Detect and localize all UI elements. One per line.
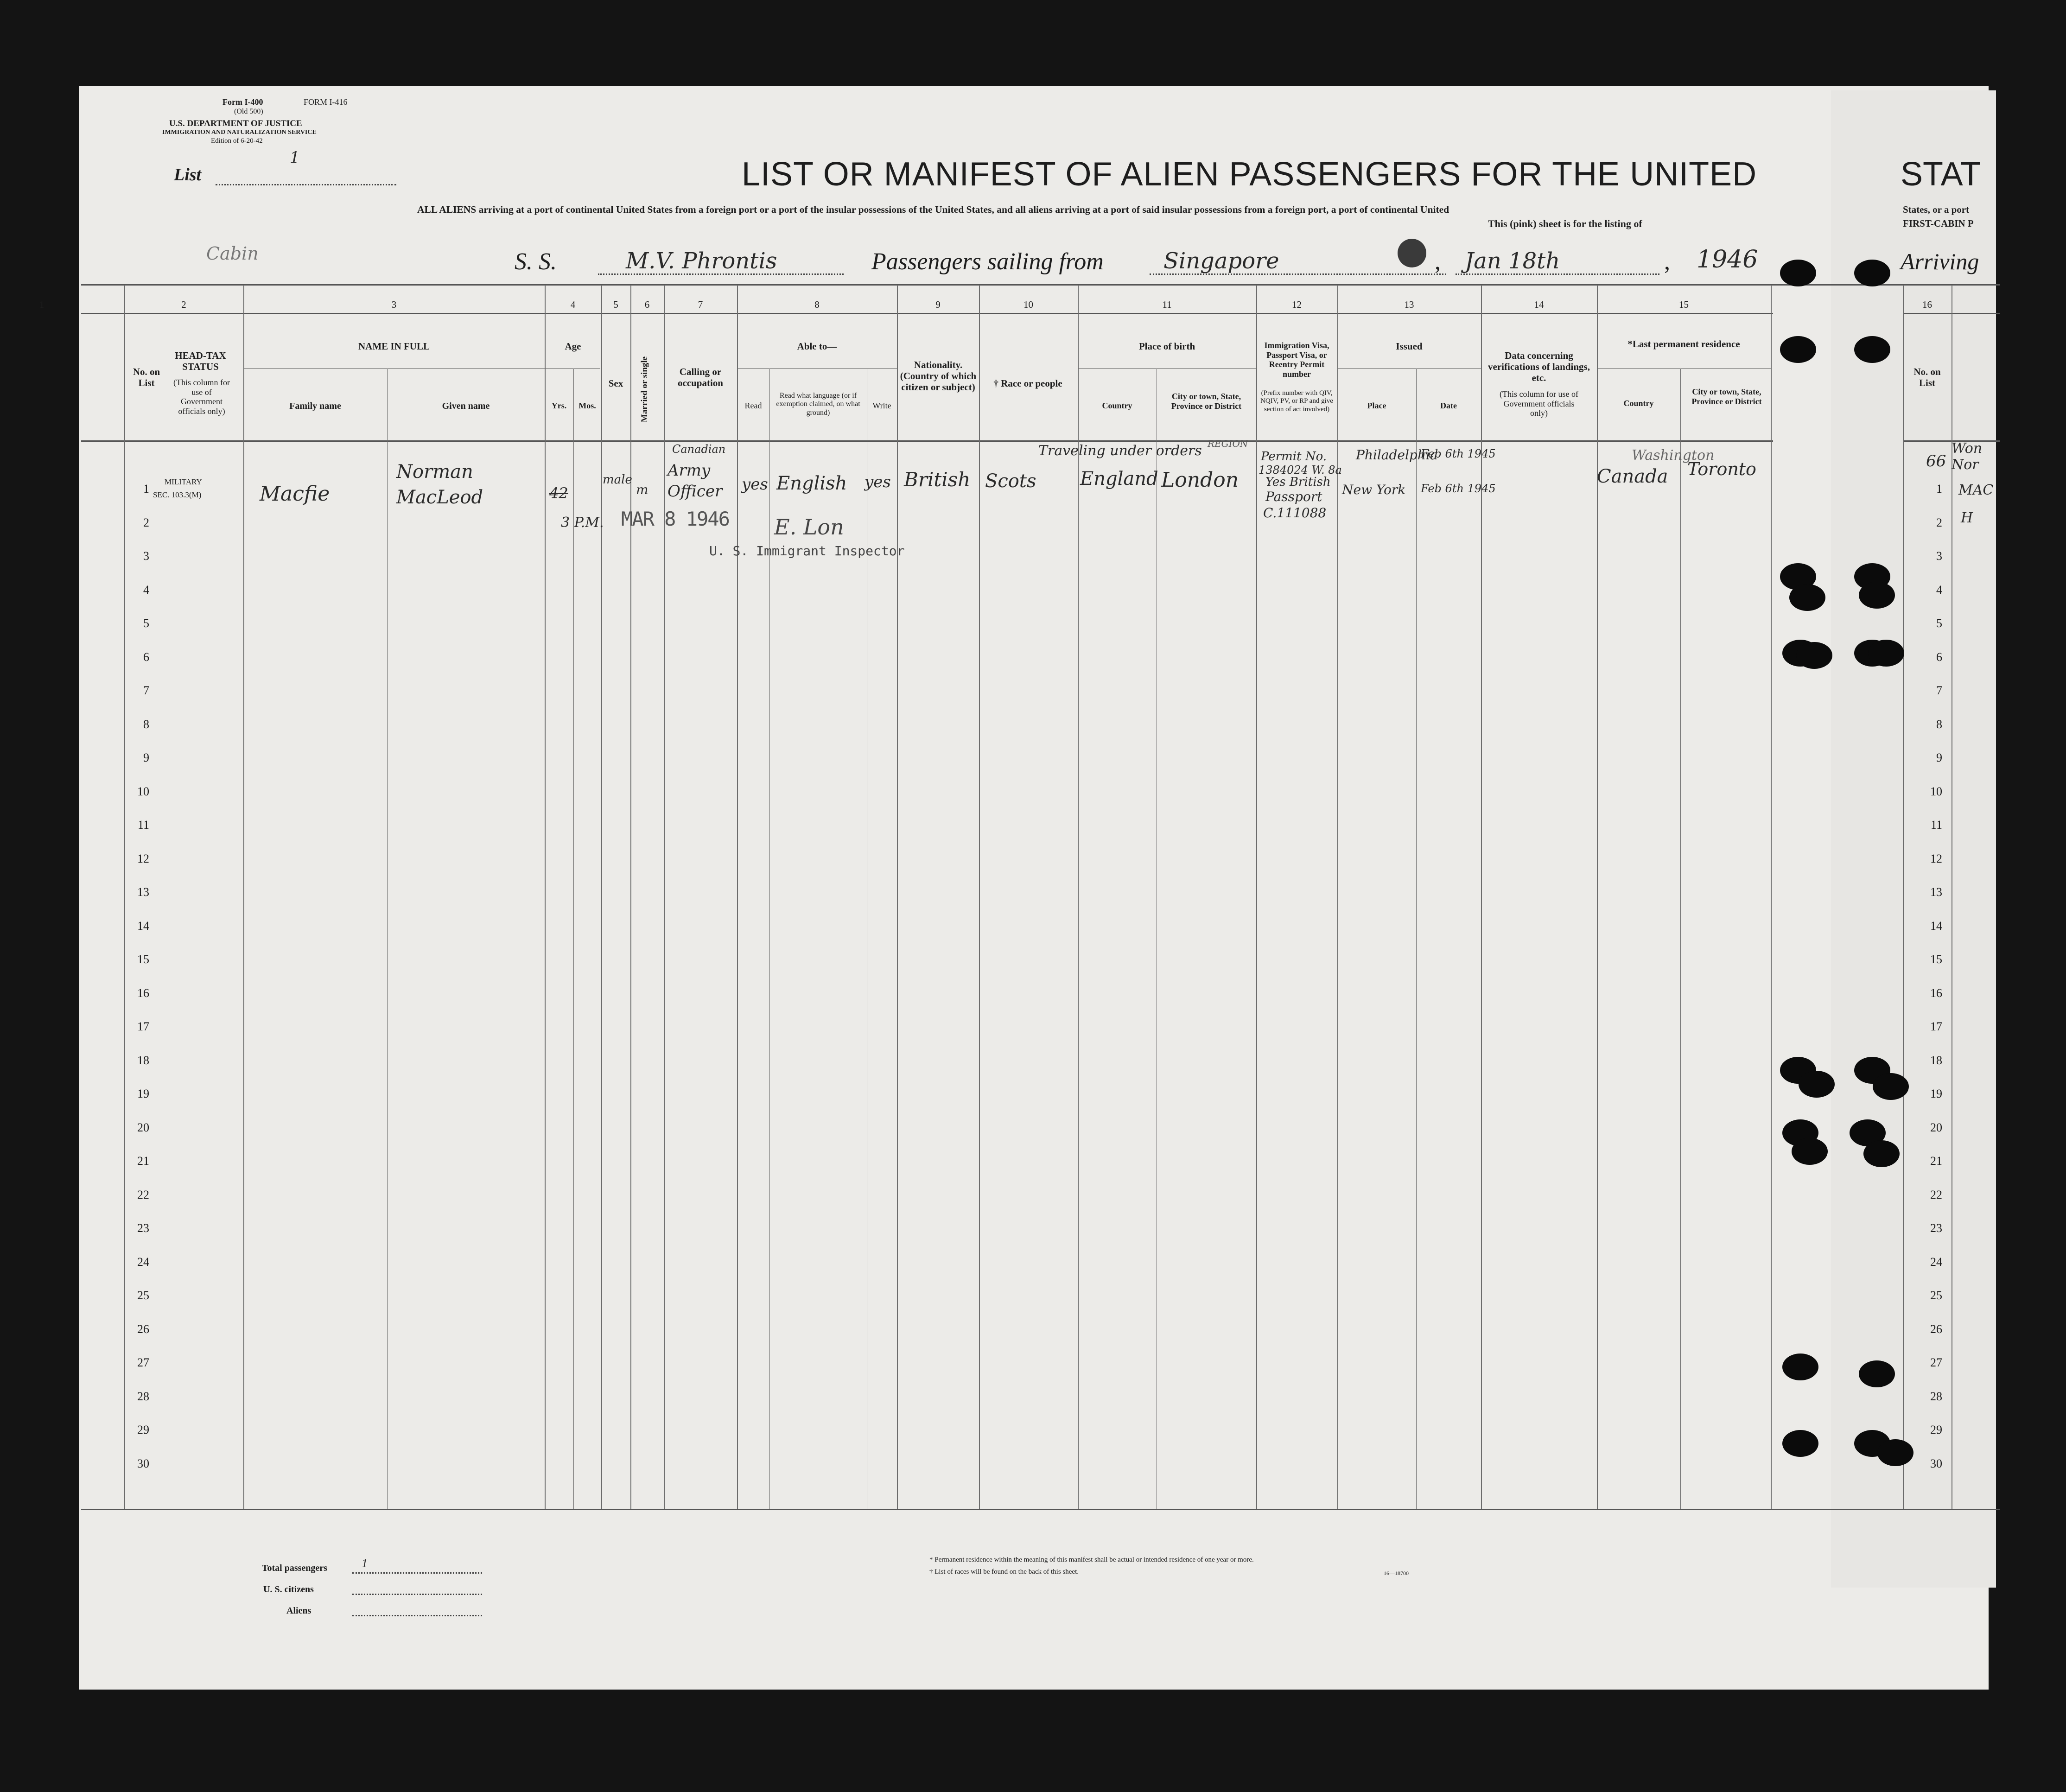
colnum-9: 9 [935,299,941,310]
aliens-field [352,1615,482,1616]
manifest-title: LIST OR MANIFEST OF ALIEN PASSENGERS FOR THE UNITED [742,156,1757,193]
header-write: Write [872,401,891,410]
row-number: 12 [137,852,149,865]
row-number: 15 [137,953,149,966]
form-edition: Edition of 6-20-42 [211,137,263,145]
nationality-value: British [904,468,971,491]
punch-hole [1877,1439,1913,1466]
row-number-right: 29 [1930,1423,1942,1436]
colnum-14: 14 [1534,299,1544,310]
department-name: U.S. DEPARTMENT OF JUSTICE [169,119,302,128]
inspector-signature: E. Lon [774,515,844,540]
inspection-stamp-date: MAR 8 1946 [621,508,729,530]
header-yrs: Yrs. [551,401,567,410]
row-number-right: 21 [1930,1154,1942,1168]
row-number-right: 16 [1930,986,1942,1000]
row-number-right: 4 [1936,583,1942,597]
col-divider-11 [1256,285,1257,1509]
header-res-country: Country [1623,399,1654,408]
header-age: Age [565,341,581,352]
ink-blot [1398,239,1426,267]
footnote-code: 16—18700 [1384,1570,1409,1576]
head-tax-military: MILITARY [165,477,202,486]
inspection-time: 3 P.M. [561,515,604,531]
header-calling: Calling or occupation [677,366,723,389]
punch-hole [1792,1138,1828,1165]
row-number-right: 12 [1930,852,1942,865]
us-citizens-label: U. S. citizens [263,1584,314,1595]
row-number-right: 18 [1930,1053,1942,1067]
header-read: Read [744,401,762,410]
row-number-right: 20 [1930,1120,1942,1134]
inspector-title: U. S. Immigrant Inspector [709,543,905,559]
footnote-residence: * Permanent residence within the meaning of this manifest shall be actual or intended residence of one year or more. [929,1556,1254,1563]
residence-note-value: Washington [1632,447,1715,464]
table-top-border [81,284,2000,286]
col-divider-15 [1771,285,1772,1509]
row-number-right: 2 [1936,515,1942,529]
issued-date-value-1: Feb 6th 1945 [1421,447,1496,460]
header-name-in-full: NAME IN FULL [358,341,430,352]
colnum-16: 16 [1922,299,1932,310]
row-number-right: 24 [1930,1255,1942,1269]
language-value: English [776,473,847,494]
given-name-value-2: MacLeod [396,487,483,508]
header-birth-country: Country [1102,401,1132,410]
col-divider-10 [1078,285,1079,1509]
departure-date: Jan 18th [1465,248,1560,274]
cabin-note: Cabin [206,243,259,264]
row-number: 19 [137,1087,149,1100]
row-number-right: 22 [1930,1188,1942,1201]
colnum-12: 12 [1292,299,1302,310]
punch-hole [1780,260,1816,286]
header-data-concerning: Data concerning verifications of landings, etc. [1488,350,1590,384]
row-number: 10 [137,784,149,798]
header-birth-city: City or town, State, Province or District [1171,392,1242,411]
col-divider-4 [601,285,602,1509]
row-number: 18 [137,1053,149,1067]
manifest-title-continued: STAT [1901,156,1981,193]
manifest-subtitle: ALL ALIENS arriving at a port of continental United States from a foreign port or a port of the insular possessions of the United States, and all aliens arriving at a port of said insular possessions from a foreign port, a port of continental United [417,204,1449,215]
row-number-right: 11 [1930,818,1942,832]
row-number: 30 [137,1456,149,1470]
header-issued-date: Date [1440,401,1457,410]
colnum-4: 4 [570,299,576,310]
visa-value-3: Yes British [1265,475,1331,489]
row-number: 7 [143,684,149,697]
header-visa-note: (Prefix number with QIV, NQIV, PV, or RP and give section of act involved) [1260,389,1333,413]
header-last-residence: *Last permanent residence [1627,338,1740,350]
row-number-right: 28 [1930,1389,1942,1403]
colnum-10: 10 [1023,299,1033,310]
visa-value-5: C.111088 [1263,505,1327,521]
right-col-divider-1 [1903,285,1904,1509]
punch-hole [1854,260,1890,286]
header-given-name: Given name [442,401,490,411]
header-race: † Race or people [993,378,1062,389]
header-place-of-birth: Place of birth [1138,341,1195,352]
punch-hole [1863,1140,1900,1167]
residence-country-value: Canada [1597,466,1668,487]
header-family-name: Family name [289,401,341,411]
right-entry-2: Won [1952,440,1983,457]
row-number-right: 6 [1936,650,1942,664]
right-entry-4: MAC [1958,482,1994,498]
col-divider-6 [664,285,665,1509]
age-value: 42 [549,484,568,502]
row-number-right: 17 [1930,1020,1942,1033]
row-number-right: 25 [1930,1289,1942,1302]
punch-hole [1780,336,1816,363]
col-divider-15a [1680,369,1681,1509]
table-bottom-border [81,1509,2000,1510]
header-able-to: Able to— [797,341,837,352]
punch-hole [1796,642,1832,669]
punch-hole [1873,1073,1909,1100]
issued-date-value-2: Feb 6th 1945 [1421,482,1496,495]
punch-hole [1859,582,1895,609]
row-number: 16 [137,986,149,1000]
comma-2: , [1664,248,1670,275]
col-divider-13a [1416,369,1417,1509]
row-number: 5 [143,616,149,630]
header-read-language: Read what language (or if exemption claimed, on what ground) [776,392,860,417]
row-number: 8 [143,717,149,731]
row-number-right: 9 [1936,751,1942,764]
row-number-right: 3 [1936,549,1942,563]
form-old-ref: (Old 500) [234,108,263,115]
colnum-7: 7 [698,299,703,310]
colnum-5: 5 [613,299,618,310]
total-passengers-value: 1 [362,1558,368,1570]
right-entry-5: H [1961,510,1973,526]
header-sex: Sex [608,378,623,389]
header-mos: Mos. [578,401,596,410]
header-data-note: (This column for use of Government officials only) [1500,389,1578,418]
row-number-right: 10 [1930,784,1942,798]
punch-hole [1789,584,1825,611]
col-divider-3 [545,285,546,1509]
departure-port: Singapore [1163,248,1279,274]
row-number: 17 [137,1020,149,1033]
head-tax-section: SEC. 103.3(M) [153,490,202,499]
right-entry-1: 66 [1926,452,1946,470]
right-entry-3: Nor [1952,457,1979,473]
occupation-value-3: Officer [667,482,723,501]
write-value: yes [865,473,891,491]
punch-hole [1854,336,1890,363]
arriving-label: Arriving [1901,248,1979,274]
birth-city-value: London [1161,468,1239,492]
row-number: 20 [137,1120,149,1134]
row-number: 11 [137,818,149,832]
row-number-right: 30 [1930,1456,1942,1470]
punch-hole [1782,1354,1818,1380]
birth-note-value: Traveling under orders [1038,443,1202,459]
issued-place-value-2: New York [1342,482,1406,497]
col-divider-8a [769,369,770,1509]
column-number-divider [81,313,1773,314]
row-number: 21 [137,1154,149,1168]
row-number: 22 [137,1188,149,1201]
occupation-value-1: Canadian [672,443,726,456]
row-number-right: 27 [1930,1356,1942,1369]
col-divider-2 [243,285,244,1509]
visa-value-1: Permit No. [1261,450,1327,464]
header-nationality: Nationality. (Country of which citizen or subject) [900,359,977,393]
form-number: Form I-400 [222,97,263,107]
row-number-right: 15 [1930,953,1942,966]
row-number: 6 [143,650,149,664]
race-value: Scots [985,470,1036,492]
list-field [216,169,396,185]
departure-year: 1946 [1697,246,1758,273]
row-number: 14 [137,919,149,933]
issued-place-value-1: Philadelphia [1356,447,1438,463]
colnum-8: 8 [814,299,820,310]
header-head-tax: HEAD-TAX STATUS [175,350,226,373]
header-issued: Issued [1396,341,1423,352]
row-number: 28 [137,1389,149,1403]
sailing-from-label: Passengers sailing from [871,248,1104,275]
header-married: Married or single [640,356,649,423]
us-citizens-field [352,1594,482,1595]
row-number: 24 [137,1255,149,1269]
adjoining-sheet [1831,90,1996,1588]
total-passengers-label: Total passengers [262,1563,327,1573]
row-number: 23 [137,1221,149,1235]
row-number-right: 13 [1930,885,1942,899]
given-name-value-1: Norman [396,461,473,483]
row-number: 9 [143,751,149,764]
list-label: List [174,165,202,184]
colnum-1: 1 [39,299,44,310]
header-bottom-border [81,440,1773,442]
row-number: 29 [137,1423,149,1436]
ss-label: S. S. [515,248,557,275]
footnote-races: † List of races will be found on the back of this sheet. [929,1568,1079,1576]
header-no-on-list-right: No. on List [1913,366,1941,389]
colnum-2: 2 [181,299,186,310]
total-passengers-field [352,1572,482,1574]
row-number-right: 26 [1930,1322,1942,1336]
row-number-right: 23 [1930,1221,1942,1235]
read-value: yes [742,475,768,494]
occupation-value-2: Army [667,461,711,480]
manifest-subtitle-2: This (pink) sheet is for the listing of [1488,218,1642,229]
subtitle-continued-1: States, or a port [1903,204,1970,215]
colnum-3: 3 [391,299,397,310]
row-number: 13 [137,885,149,899]
row-number-right: 14 [1930,919,1942,933]
visa-value-4: Passport [1265,489,1322,504]
punch-hole [1799,1071,1835,1098]
col-divider-3a [387,369,388,1509]
row-number: 2 [143,515,149,529]
birth-country-value: England [1080,468,1158,489]
header-visa: Immigration Visa, Passport Visa, or Reentry Permit number [1264,341,1329,379]
aliens-label: Aliens [286,1606,311,1616]
row-number: 25 [137,1289,149,1302]
visa-value-2: 1384024 W. 8a [1259,464,1342,477]
row-number: 26 [137,1322,149,1336]
row-number-right: 1 [1936,482,1942,496]
colnum-6: 6 [644,299,650,310]
col-divider-8 [897,285,898,1509]
col-divider-7 [737,285,738,1509]
row-number: 1 [143,482,149,496]
colnum-15: 15 [1679,299,1689,310]
service-name: IMMIGRATION AND NATURALIZATION SERVICE [162,129,317,136]
subtitle-continued-2: FIRST-CABIN P [1903,218,1974,229]
punch-hole [1859,1360,1895,1387]
header-res-city: City or town, State, Province or District [1691,387,1762,406]
sex-value: male [603,473,632,487]
row-number-right: 7 [1936,684,1942,697]
col-divider-5 [630,285,631,1509]
row-number: 3 [143,549,149,563]
visa-region-note: REGION [1208,438,1248,449]
col-divider-9 [979,285,980,1509]
married-value: m [636,482,648,497]
header-issued-place: Place [1367,401,1386,410]
colnum-11: 11 [1162,299,1172,310]
row-number: 27 [137,1356,149,1369]
col-divider-4a [573,369,574,1509]
form-alt-number: FORM I-416 [304,97,348,107]
comma-1: , [1435,248,1441,275]
row-number: 4 [143,583,149,597]
ship-name: M.V. Phrontis [626,248,777,274]
list-number: 1 [290,148,300,167]
row-number-right: 19 [1930,1087,1942,1100]
header-no-on-list: No. on List [133,366,160,389]
punch-hole [1782,1430,1818,1457]
header-head-tax-note: (This column for use of Government officials only) [173,378,230,416]
col-divider-13 [1481,285,1482,1509]
family-name-value: Macfie [260,482,330,506]
manifest-sheet [79,86,1989,1690]
punch-hole [1868,640,1904,667]
residence-city-value: Toronto [1687,459,1756,479]
row-number-right: 8 [1936,717,1942,731]
row-number-right: 5 [1936,616,1942,630]
colnum-13: 13 [1404,299,1414,310]
